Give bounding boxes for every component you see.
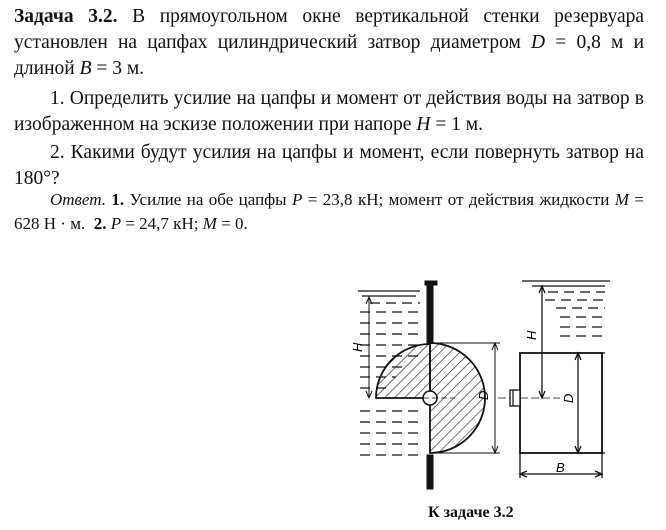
- label-h-left: H: [350, 342, 365, 352]
- symbol-p: P: [292, 190, 303, 209]
- answer-m1-value: = 628 Н · м.: [14, 190, 644, 233]
- symbol-m2: M: [202, 214, 217, 233]
- question-1-text: Определить усилие на цапфы и момент от действия воды на затвор в изображенном на эскизе положении при напоре: [14, 88, 644, 135]
- symbol-d: D: [531, 32, 546, 53]
- answer-p1-value: = 23,8 кН; момент от действия жидкости: [302, 190, 615, 209]
- answer-m2-value: = 0.: [216, 214, 248, 233]
- problem-intro: В прямоугольном окне вертикальной стенки резервуара установлен на цапфах цилиндрический затвор диаметром: [14, 6, 645, 53]
- problem-title: Задача 3.2.: [14, 6, 118, 27]
- trunnion-right: [510, 390, 520, 406]
- question-2-number: 2.: [50, 142, 65, 163]
- label-b: B: [556, 460, 565, 475]
- figure-caption: К задаче 3.2: [428, 504, 514, 521]
- symbol-m: M: [614, 190, 629, 209]
- answer-2-number: 2.: [93, 214, 107, 233]
- symbol-h: H: [416, 114, 431, 135]
- h-value: = 1 м.: [430, 114, 484, 135]
- label-d-left: D: [476, 390, 491, 400]
- question-1-number: 1.: [50, 88, 65, 109]
- label-d-right: D: [561, 393, 576, 403]
- question-2-text: Какими будут усилия на цапфы и момент, если повернуть затвор на 180°?: [14, 142, 644, 189]
- d-value: = 0,8 м и длиной: [14, 32, 645, 79]
- right-view: [498, 281, 610, 478]
- answer-label: Ответ.: [50, 190, 106, 209]
- symbol-p2: P: [110, 214, 122, 233]
- answer-1-number: 1.: [111, 190, 125, 209]
- b-value: = 3 м.: [91, 58, 145, 79]
- label-h-right: H: [524, 330, 539, 340]
- answer-1-text: Усилие на обе цапфы: [124, 190, 293, 209]
- symbol-b: B: [79, 58, 92, 79]
- answer-p2-value: = 24,7 кН;: [121, 214, 203, 233]
